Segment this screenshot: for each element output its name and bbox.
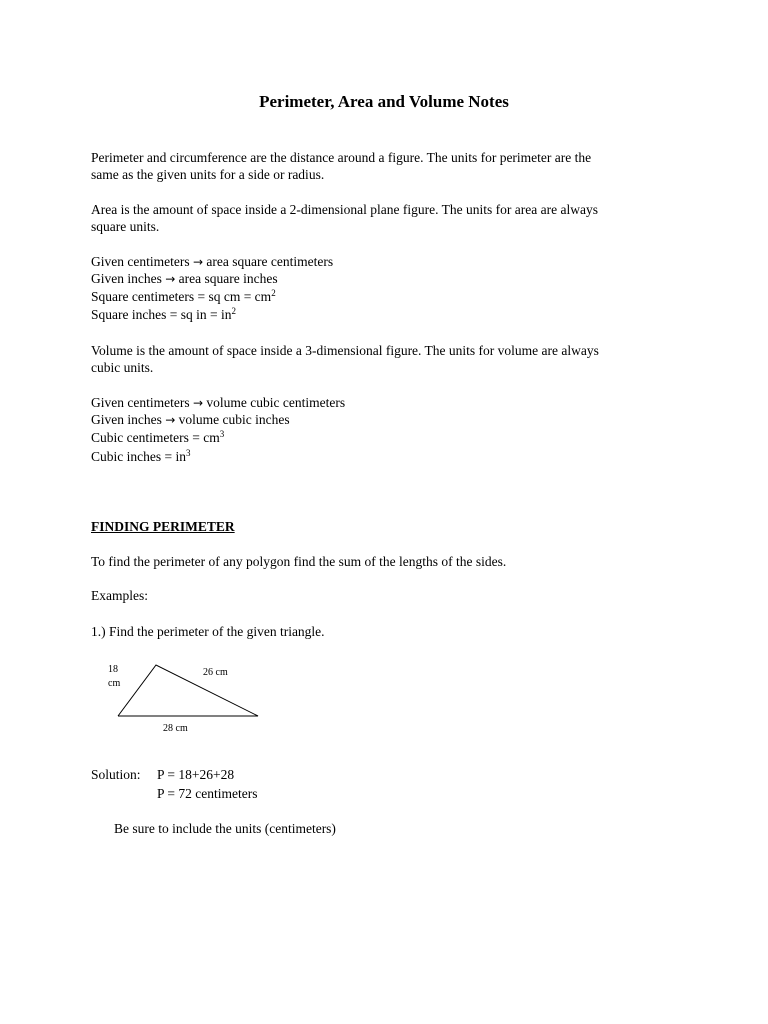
square-in-definition xyxy=(91,306,236,323)
area-cm-given: Given centimeters xyxy=(91,254,190,269)
examples-label: Examples: xyxy=(91,588,148,603)
volume-in-result: volume cubic inches xyxy=(178,412,290,427)
area-units-in xyxy=(91,270,278,288)
right-arrow-icon: → xyxy=(192,255,204,269)
square-in-exponent: 2 xyxy=(231,306,236,316)
solution-line2: P = 72 centimeters xyxy=(157,786,258,801)
example1-prompt: 1.) Find the perimeter of the given triangle. xyxy=(91,624,325,639)
solution-label: Solution: xyxy=(91,767,141,782)
triangle-diagram xyxy=(100,660,270,740)
volume-units-cm xyxy=(91,394,345,412)
triangle-shape xyxy=(118,665,258,716)
right-arrow-icon: → xyxy=(165,413,176,427)
area-in-given: Given inches xyxy=(91,271,162,286)
perimeter-intro-line2: same as the given units for a side or radius. xyxy=(91,167,325,182)
area-units-cm xyxy=(91,253,333,271)
cubic-cm-text: Cubic centimeters = cm xyxy=(91,430,220,445)
triangle-left-label-2: cm xyxy=(108,678,121,689)
volume-units-in xyxy=(91,411,290,429)
volume-cm-result: volume cubic centimeters xyxy=(206,395,346,410)
solution-line1: P = 18+26+28 xyxy=(157,767,235,782)
right-arrow-icon: → xyxy=(192,396,204,410)
cubic-cm-exponent: 3 xyxy=(219,429,225,439)
units-reminder: Be sure to include the units (centimeters) xyxy=(114,821,336,836)
cubic-cm-definition xyxy=(91,429,224,446)
volume-cm-given: Given centimeters xyxy=(91,395,190,410)
square-in-text: Square inches = sq in = in xyxy=(91,307,232,322)
square-cm-text: Square centimeters = sq cm = cm xyxy=(91,289,272,304)
triangle-right-label: 26 cm xyxy=(203,667,228,678)
cubic-in-exponent: 3 xyxy=(185,448,191,458)
volume-in-given: Given inches xyxy=(91,412,162,427)
perimeter-intro-line1: Perimeter and circumference are the distance around a figure. The units for perimeter are the xyxy=(91,150,592,165)
area-intro-line2: square units. xyxy=(91,219,160,234)
area-cm-result: area square centimeters xyxy=(206,254,334,269)
volume-intro-line2: cubic units. xyxy=(91,360,154,375)
perimeter-rule: To find the perimeter of any polygon find the sum of the lengths of the sides. xyxy=(91,554,507,569)
cubic-in-definition xyxy=(91,448,190,465)
document-title: Perimeter, Area and Volume Notes xyxy=(259,92,509,111)
right-arrow-icon: → xyxy=(165,272,176,286)
volume-intro-line1: Volume is the amount of space inside a 3-dimensional figure. The units for volume are always xyxy=(91,343,599,358)
cubic-in-text: Cubic inches = in xyxy=(91,449,186,464)
area-in-result: area square inches xyxy=(178,271,278,286)
triangle-left-label-1: 18 xyxy=(108,664,118,675)
triangle-base-label: 28 cm xyxy=(163,723,188,734)
area-intro-line1: Area is the amount of space inside a 2-dimensional plane figure. The units for area are always xyxy=(91,202,598,217)
finding-perimeter-heading: FINDING PERIMETER xyxy=(91,519,235,534)
square-cm-exponent: 2 xyxy=(271,288,276,298)
square-cm-definition xyxy=(91,288,276,305)
